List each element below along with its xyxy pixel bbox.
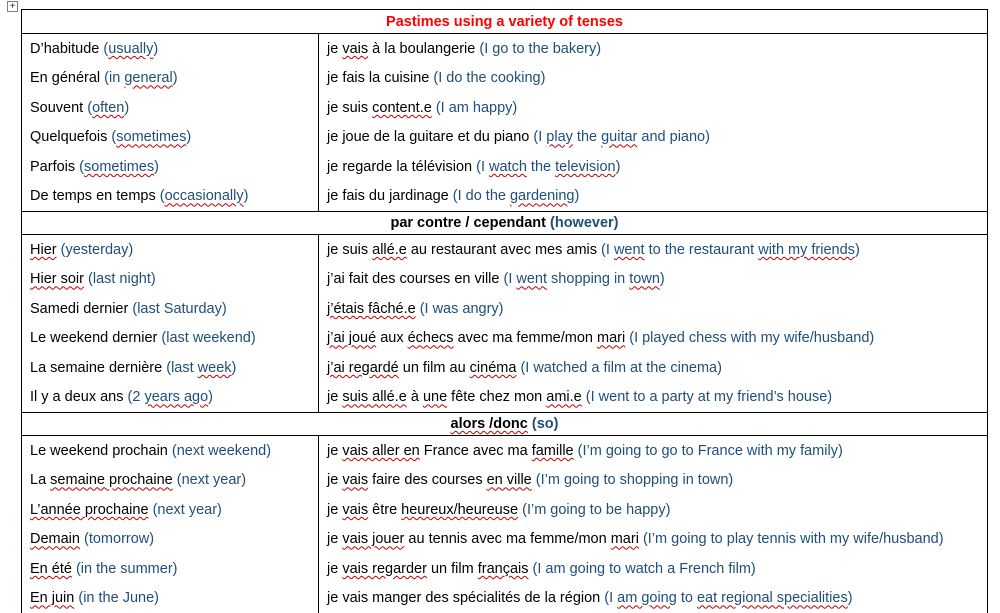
french-text: j’ai regardé: [327, 360, 399, 376]
english-translation-text: (I go to the bakery): [479, 41, 601, 57]
french-text: je vais manger des spécialités de la région: [327, 590, 604, 606]
english-translation-text: sometimes: [116, 129, 186, 145]
english-translation-text: (last night): [88, 271, 156, 287]
french-text: Samedi dernier: [30, 301, 132, 317]
english-translation-text: (: [111, 129, 116, 145]
time-expression-cell: [22, 324, 319, 354]
french-text: famille: [532, 443, 574, 459]
french-text: avec ma femme/mon: [454, 330, 597, 346]
french-text: un film: [427, 561, 478, 577]
english-translation-text: (I am going to watch a French film): [533, 561, 756, 577]
english-translation-text: years ago: [144, 389, 208, 405]
activity-phrase-cell: [319, 324, 988, 354]
english-translation-text: (I was angry): [420, 301, 504, 317]
french-text: vais: [342, 472, 368, 488]
english-translation-text: (so): [532, 416, 559, 432]
time-expression-cell: [22, 383, 319, 413]
french-text: alors /donc: [451, 416, 528, 432]
table-row: [22, 324, 988, 354]
activity-phrase-cell: [319, 152, 988, 182]
english-translation-text: (however): [550, 215, 619, 231]
french-text: je: [327, 561, 342, 577]
french-text: Hier soir: [30, 271, 84, 287]
french-text: allé.e: [372, 242, 407, 258]
time-expression-cell: [22, 93, 319, 123]
table-body: [22, 10, 988, 613]
french-text: content.e: [372, 100, 432, 116]
time-expression-cell: [22, 265, 319, 295]
french-text: je fais la cuisine: [327, 70, 433, 86]
english-translation-text: (in: [104, 70, 124, 86]
french-text: Le weekend dernier: [30, 330, 161, 346]
table-row: [22, 34, 988, 64]
english-translation-text: television: [555, 159, 615, 175]
activity-phrase-cell: [319, 353, 988, 383]
english-translation-text: (next weekend): [172, 443, 271, 459]
french-text: En juin: [30, 590, 74, 606]
english-translation-text: (in the summer): [76, 561, 178, 577]
english-translation-text: week: [198, 360, 232, 376]
english-translation-text: usually: [108, 41, 153, 57]
french-text: je: [327, 472, 342, 488]
english-translation-text: play: [546, 129, 573, 145]
table-row: [22, 152, 988, 182]
table-title: Pastimes using a variety of tenses: [386, 14, 623, 30]
time-expression-cell: [22, 466, 319, 496]
english-translation-text: occasionally: [165, 188, 244, 204]
french-text: à la boulangerie: [368, 41, 479, 57]
french-text: suis allé.e: [342, 389, 406, 405]
french-text: aux: [376, 330, 407, 346]
english-translation-text: (I’m going to go to France with my family): [578, 443, 843, 459]
french-text: mari: [611, 531, 639, 547]
french-text: D’habitude: [30, 41, 103, 57]
english-translation-text: (I: [504, 271, 517, 287]
time-expression-cell: [22, 525, 319, 555]
french-text: vais jouer: [342, 531, 404, 547]
french-text: à: [407, 389, 423, 405]
english-translation-text: went: [614, 242, 645, 258]
french-text: au restaurant avec mes amis: [407, 242, 601, 258]
french-text: fête chez mon: [447, 389, 546, 405]
time-expression-cell: [22, 152, 319, 182]
french-text: je: [327, 389, 342, 405]
table-row: [22, 123, 988, 153]
french-text: je: [327, 443, 342, 459]
english-translation-text: watch: [489, 159, 527, 175]
table-row: [22, 294, 988, 324]
french-text: j’étais fâché.e: [327, 301, 416, 317]
activity-phrase-cell: [319, 93, 988, 123]
english-translation-text: (2: [128, 389, 145, 405]
french-text: Souvent: [30, 100, 87, 116]
english-translation-text: ): [244, 188, 249, 204]
activity-phrase-cell: [319, 294, 988, 324]
english-translation-text: town: [629, 271, 660, 287]
french-text: j’ai joué: [327, 330, 376, 346]
activity-phrase-cell: [319, 182, 988, 212]
french-text: être: [368, 502, 401, 518]
french-text: Quelquefois: [30, 129, 111, 145]
french-text: je: [327, 502, 342, 518]
english-translation-text: (I watched a film at the cinema): [520, 360, 721, 376]
french-text: je joue de la guitare et du piano: [327, 129, 533, 145]
english-translation-text: (next year): [153, 502, 222, 518]
time-expression-cell: [22, 182, 319, 212]
table-row: [22, 436, 988, 466]
french-text: je suis: [327, 100, 372, 116]
time-expression-cell: [22, 584, 319, 613]
english-translation-text: often: [92, 100, 124, 116]
english-translation-text: (last: [166, 360, 197, 376]
pastimes-table: [21, 9, 988, 613]
english-translation-text: (I am happy): [436, 100, 517, 116]
section-heading-row: [22, 212, 988, 235]
french-text: vais aller en: [342, 443, 419, 459]
french-text: En général: [30, 70, 104, 86]
table-row: [22, 93, 988, 123]
english-translation-text: (last Saturday): [132, 301, 226, 317]
table-row: [22, 584, 988, 613]
english-translation-text: (next year): [177, 472, 246, 488]
activity-phrase-cell: [319, 584, 988, 613]
english-translation-text: gardening: [510, 188, 575, 204]
french-text: Il y a deux ans: [30, 389, 128, 405]
time-expression-cell: [22, 235, 319, 265]
time-expression-cell: [22, 123, 319, 153]
french-text: ami.e: [546, 389, 581, 405]
french-text: vais: [342, 41, 368, 57]
english-translation-text: (I do the: [453, 188, 510, 204]
section-heading: [22, 413, 988, 436]
english-translation-text: ): [848, 590, 853, 606]
english-translation-text: eat regional specialities: [697, 590, 848, 606]
time-expression-cell: [22, 554, 319, 584]
english-translation-text: (I played chess with my wife/husband): [629, 330, 874, 346]
table-title-cell: [22, 10, 988, 34]
table-row: [22, 182, 988, 212]
english-translation-text: ): [855, 242, 860, 258]
french-text: un film au: [399, 360, 470, 376]
english-translation-text: (I’m going to play tennis with my wife/husband): [643, 531, 944, 547]
french-text: La: [30, 472, 50, 488]
english-translation-text: ): [208, 389, 213, 405]
english-translation-text: ): [574, 188, 579, 204]
english-translation-text: the: [527, 159, 555, 175]
table-row: [22, 235, 988, 265]
activity-phrase-cell: [319, 265, 988, 295]
activity-phrase-cell: [319, 525, 988, 555]
activity-phrase-cell: [319, 235, 988, 265]
english-translation-text: (I: [533, 129, 546, 145]
french-text: Parfois: [30, 159, 79, 175]
english-translation-text: (I: [601, 242, 614, 258]
french-text: semaine prochaine: [50, 472, 173, 488]
english-translation-text: the: [573, 129, 601, 145]
time-expression-cell: [22, 34, 319, 64]
table-row: [22, 495, 988, 525]
french-text: faire des courses: [368, 472, 486, 488]
english-translation-text: (: [87, 100, 92, 116]
activity-phrase-cell: [319, 495, 988, 525]
english-translation-text: and piano): [637, 129, 710, 145]
activity-phrase-cell: [319, 383, 988, 413]
french-text: je: [327, 41, 342, 57]
french-text: Hier: [30, 242, 57, 258]
french-text: De temps en temps: [30, 188, 160, 204]
english-translation-text: (last weekend): [161, 330, 255, 346]
english-translation-text: with my friends: [758, 242, 855, 258]
french-text: français: [478, 561, 529, 577]
activity-phrase-cell: [319, 436, 988, 466]
english-translation-text: guitar: [601, 129, 637, 145]
french-text: en ville: [487, 472, 532, 488]
activity-phrase-cell: [319, 554, 988, 584]
table-row: [22, 265, 988, 295]
english-translation-text: (I’m going to shopping in town): [536, 472, 733, 488]
french-text: cinéma: [470, 360, 517, 376]
english-translation-text: ): [154, 159, 159, 175]
french-text: En été: [30, 561, 72, 577]
table-move-handle-icon[interactable]: +: [7, 1, 18, 12]
english-translation-text: (in the June): [78, 590, 159, 606]
english-translation-text: (I: [476, 159, 489, 175]
french-text: France avec ma: [420, 443, 532, 459]
time-expression-cell: [22, 294, 319, 324]
french-text: une: [423, 389, 447, 405]
french-text: je regarde la télévision: [327, 159, 476, 175]
table-row: [22, 353, 988, 383]
french-text: au tennis avec ma femme/mon: [404, 531, 610, 547]
table-row: [22, 525, 988, 555]
french-text: je fais du jardinage: [327, 188, 453, 204]
english-translation-text: sometimes: [84, 159, 154, 175]
french-text: mari: [597, 330, 625, 346]
table-row: [22, 64, 988, 94]
english-translation-text: (tomorrow): [84, 531, 154, 547]
english-translation-text: ): [153, 41, 158, 57]
french-text: Demain: [30, 531, 80, 547]
table-row: [22, 554, 988, 584]
english-translation-text: (I: [604, 590, 617, 606]
english-translation-text: ): [616, 159, 621, 175]
french-text: La semaine dernière: [30, 360, 166, 376]
english-translation-text: (: [160, 188, 165, 204]
english-translation-text: shopping in: [547, 271, 629, 287]
french-text: par contre / cependant: [390, 215, 550, 231]
french-text: heureux/heureuse: [401, 502, 518, 518]
french-text: Le weekend prochain: [30, 443, 172, 459]
section-heading: [22, 212, 988, 235]
table-row: [22, 383, 988, 413]
french-text: vais: [342, 502, 368, 518]
french-text: vais regarder: [342, 561, 427, 577]
french-text: je: [327, 531, 342, 547]
activity-phrase-cell: [319, 64, 988, 94]
english-translation-text: (: [79, 159, 84, 175]
english-translation-text: (I’m going to be happy): [522, 502, 670, 518]
english-translation-text: ): [232, 360, 237, 376]
english-translation-text: went: [516, 271, 547, 287]
english-translation-text: (I do the cooking): [433, 70, 545, 86]
english-translation-text: ): [173, 70, 178, 86]
time-expression-cell: [22, 436, 319, 466]
english-translation-text: general: [124, 70, 172, 86]
english-translation-text: (: [103, 41, 108, 57]
french-text: L’année prochaine: [30, 502, 149, 518]
activity-phrase-cell: [319, 34, 988, 64]
section-heading-row: [22, 413, 988, 436]
english-translation-text: (yesterday): [61, 242, 134, 258]
table-row: [22, 466, 988, 496]
english-translation-text: (I went to a party at my friend’s house): [586, 389, 832, 405]
time-expression-cell: [22, 64, 319, 94]
french-text: je suis: [327, 242, 372, 258]
time-expression-cell: [22, 495, 319, 525]
time-expression-cell: [22, 353, 319, 383]
activity-phrase-cell: [319, 466, 988, 496]
english-translation-text: ): [186, 129, 191, 145]
french-text: échecs: [408, 330, 454, 346]
english-translation-text: am going: [617, 590, 677, 606]
french-text: j’ai fait des courses en ville: [327, 271, 504, 287]
english-translation-text: to the restaurant: [645, 242, 759, 258]
title-row: [22, 10, 988, 34]
activity-phrase-cell: [319, 123, 988, 153]
english-translation-text: to: [677, 590, 697, 606]
english-translation-text: ): [124, 100, 129, 116]
english-translation-text: ): [660, 271, 665, 287]
